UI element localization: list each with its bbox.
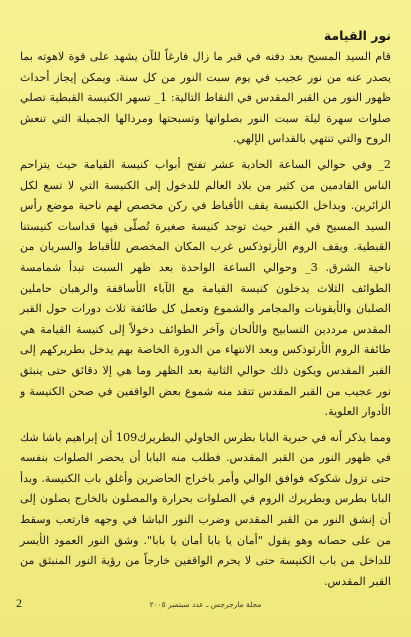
article-body	[20, 26, 391, 597]
paragraph-ceremony: 2_ وفي حوالي الساعة الحادية عشر تفتح أبواب كنيسة القيامة حيث يتزاحم الناس القادمين من كثير من بلاد العالم للدخول إلى الكنيسة التي لا تسع لكل الزائرين. وبداخل الكنيسة يقف الأقباط في ركن مخصص لهم ناحية موضع رأس السيد المسيح في القبر حيث توجد كنيسة صغيرة تُصلّى فيها قداسات كنيستنا القبطية. ويقف الروم الأرثوذكس غرب المكان المخصص للأقباط والسريان من ناحية الشرق. 3_ وحوالي الساعة الواحدة بعد ظهر السبت تبدأ شمامسة الطوائف الثلاث يدخلون كنيسة القيامة مع الآباء الأساقفة والرهبان حاملين الصلبان والأيقونات والمجامر والشموع وتعمل كل طائفة ثلاث دورات حول القبر المقدس مرددين التسابيح والألحان وآخر الطوائف دخولاً إلى كنيسة القيامة هي طائفة الروم الأرثوذكس وبعد الانتهاء من الدورة الخاصة بهم يدخل بطريركهم إلى القبر المقدس ويكون ذلك حوالي الثانية بعد الظهر وما هي إلا دقائق حتى ينبثق نور عجيب من القبر المقدس تتقد منه شموع بعض الواقفين في صحن الكنيسة و الأدوار العلوية.	[20, 157, 391, 419]
paragraph-history: ومما يذكر أنه في حبرية البابا بطرس الجاولي البطريرك109 أن إبراهيم باشا شك في ظهور النور من القبر المقدس. فطلب منه البابا أن يحضر الصلوات بنفسه حتى تزول شكوكه فوافق الوالي وأمر باخراج الحاضرين وأغلق باب الكنيسة. وبدأ البابا بطرس وبطريرك الروم في الصلوات بحرارة والمصلون بالخارج يصلون إلى أن إنشق النور من القبر المقدس وضرب النور الباشا في وجهه فارتعب وسقط من على حصانه وهو يقول "أمان يا بابا أمان يا بابا". وشق النور العمود الأيسر للداخل من باب الكنيسة حتى لا يحرم الواقفين خارجاً من رؤية النور المنبثق من القبر المقدس.	[20, 430, 391, 588]
page-number: 2	[16, 596, 22, 610]
footer-issue-line: مجلة مارجرجس ـ عدد سبتمبر ٢٠٠٥	[149, 600, 262, 609]
article-title: نور القيامة	[323, 28, 391, 43]
paragraph-intro: قام السيد المسيح بعد دفنه في قبر ما زال فارغاً للآن يشهد على قوة لاهوته بما يصدر عنه من نور عجيب في يوم سبت النور من كل سنة. ويمكن إيجاز أحداث ظهور النور من القبر المقدس في النقاط التالية: 1_ تسهر الكنيسة القبطية تصلي صلوات سهرة ليلة سبت النور بصلواتها وتسبحتها ومردالها الجميلة التي تنعش الروح والتي تنتهي بالقداس الإلهي.	[20, 50, 391, 146]
